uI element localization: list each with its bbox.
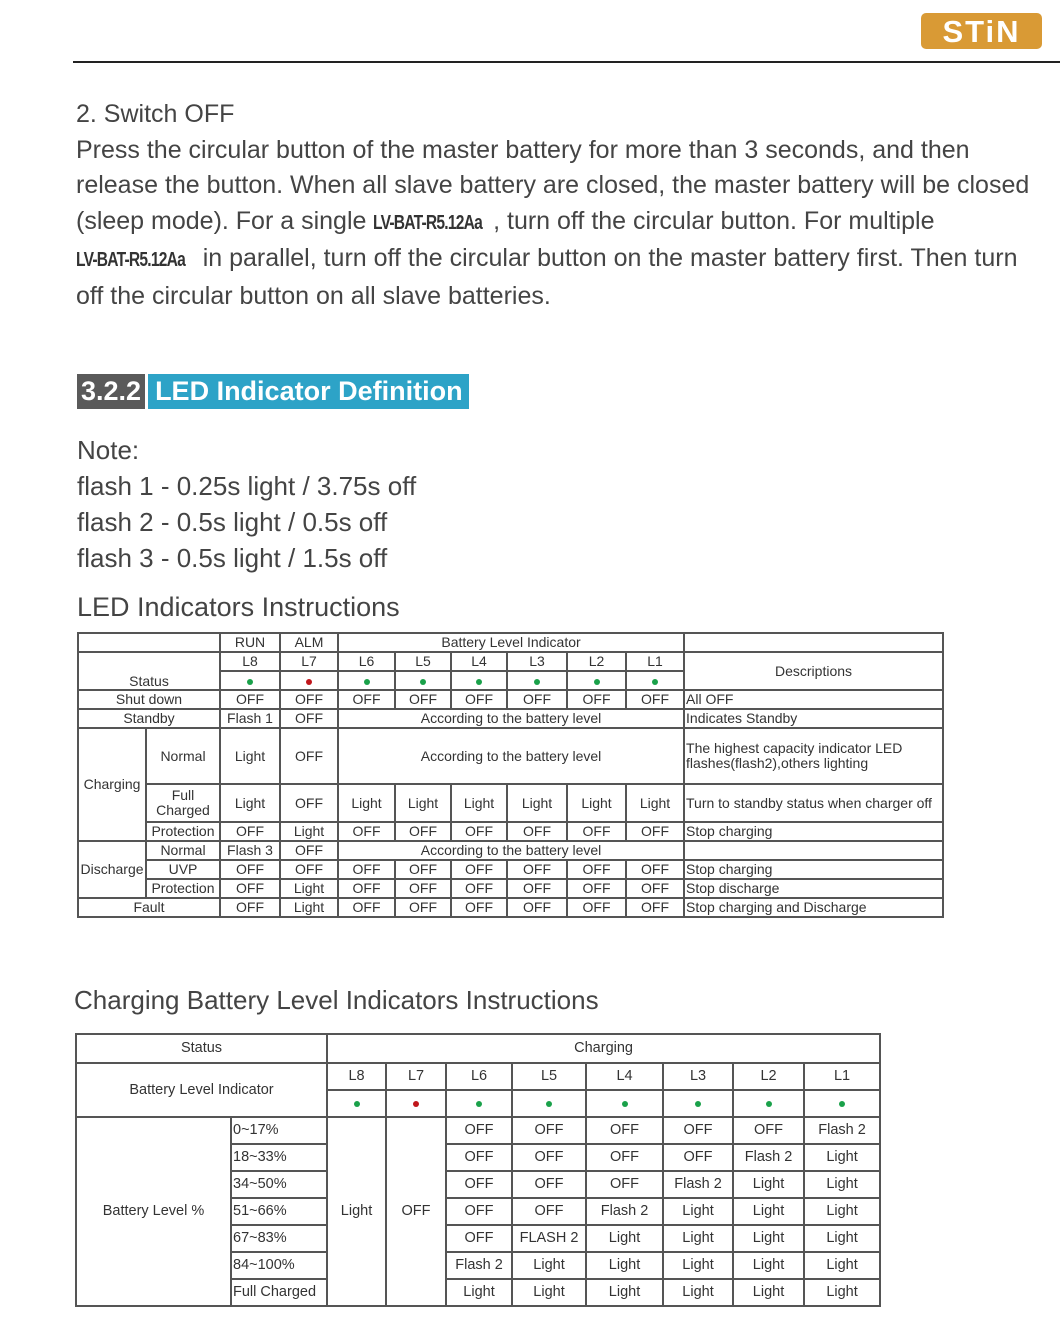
table-row	[78, 728, 943, 784]
table-cell: Stop charging and Discharge	[684, 898, 943, 917]
table-cell: OFF	[338, 879, 395, 898]
level-cell: OFF	[663, 1117, 733, 1144]
table-cell: Standby	[78, 709, 220, 728]
table-cell: OFF	[507, 822, 567, 841]
level-cell: OFF	[446, 1198, 512, 1225]
table-cell: OFF	[626, 860, 684, 879]
green-led-icon	[652, 679, 658, 685]
table-cell: OFF	[220, 860, 280, 879]
table-cell: Status	[76, 1034, 327, 1063]
level-cell: Light	[586, 1225, 663, 1252]
flash-note	[77, 432, 416, 576]
table-cell: According to the battery level	[338, 841, 684, 860]
table-cell	[446, 1090, 512, 1117]
table-cell: According to the battery level	[338, 728, 684, 784]
level-range: 34~50%	[231, 1171, 327, 1198]
table-cell: UVP	[146, 860, 220, 879]
green-led-icon	[534, 679, 540, 685]
level-range: 84~100%	[231, 1252, 327, 1279]
level-cell: OFF	[512, 1171, 586, 1198]
table-cell: L3	[507, 652, 567, 671]
table-cell	[512, 1090, 586, 1117]
table-row	[78, 898, 943, 917]
table-cell	[280, 671, 338, 690]
level-cell: Light	[804, 1198, 880, 1225]
level-cell: FLASH 2	[512, 1225, 586, 1252]
level-cell: Light	[733, 1171, 804, 1198]
note-label: Note:	[77, 435, 140, 465]
table-cell	[338, 671, 395, 690]
level-range: 67~83%	[231, 1225, 327, 1252]
table-cell: Protection	[146, 879, 220, 898]
table-cell: OFF	[626, 822, 684, 841]
table-cell: OFF	[567, 690, 626, 709]
table-cell: Light	[280, 898, 338, 917]
table-cell: OFF	[395, 822, 451, 841]
table-cell: Turn to standby status when charger off	[684, 784, 943, 822]
table-cell: L6	[338, 652, 395, 671]
table-cell: Light	[280, 879, 338, 898]
table-cell	[733, 1090, 804, 1117]
section-title: LED Indicator Definition	[148, 374, 469, 409]
table-cell: L5	[395, 652, 451, 671]
table-cell: L7	[386, 1063, 446, 1090]
logo-text: STiN	[942, 14, 1021, 49]
table-cell: L5	[512, 1063, 586, 1090]
table-cell: Light	[395, 784, 451, 822]
table-cell	[386, 1090, 446, 1117]
table-cell: L1	[804, 1063, 880, 1090]
level-cell: Light	[804, 1144, 880, 1171]
level-cell: OFF	[446, 1171, 512, 1198]
table-cell: OFF	[567, 879, 626, 898]
table-cell: L6	[446, 1063, 512, 1090]
table-cell: OFF	[567, 822, 626, 841]
table-cell: OFF	[280, 728, 338, 784]
table-cell	[451, 671, 507, 690]
table-cell: OFF	[507, 898, 567, 917]
table-cell: OFF	[220, 822, 280, 841]
table-cell: OFF	[395, 860, 451, 879]
green-led-icon	[695, 1101, 701, 1107]
level-cell: Flash 2	[804, 1117, 880, 1144]
table-cell: OFF	[395, 879, 451, 898]
level-range: 51~66%	[231, 1198, 327, 1225]
table-cell	[220, 671, 280, 690]
table-row	[78, 784, 943, 822]
level-cell: OFF	[446, 1117, 512, 1144]
l7-value: OFF	[386, 1117, 446, 1306]
switch-off-text	[76, 133, 1036, 315]
table-row	[78, 841, 943, 860]
table-cell: OFF	[395, 898, 451, 917]
table-cell: Normal	[146, 728, 220, 784]
level-range: 0~17%	[231, 1117, 327, 1144]
table-cell	[626, 671, 684, 690]
level-cell: Flash 2	[586, 1198, 663, 1225]
table-cell: OFF	[338, 690, 395, 709]
led-table-title: LED Indicators Instructions	[77, 592, 400, 622]
table-cell: Normal	[146, 841, 220, 860]
table-cell	[507, 671, 567, 690]
level-cell: OFF	[446, 1144, 512, 1171]
table-cell: OFF	[451, 879, 507, 898]
level-cell: Flash 2	[663, 1171, 733, 1198]
table-row	[78, 879, 943, 898]
level-cell: Light	[733, 1225, 804, 1252]
table-cell: OFF	[507, 879, 567, 898]
level-cell: OFF	[586, 1144, 663, 1171]
level-cell: Light	[512, 1252, 586, 1279]
switch-off-heading: 2. Switch OFF	[76, 100, 235, 128]
table-cell: Charging	[78, 728, 146, 841]
table-cell: Light	[280, 822, 338, 841]
charging-level-table	[75, 1033, 881, 1307]
table-cell: Light	[626, 784, 684, 822]
level-cell: Flash 2	[446, 1252, 512, 1279]
table-row	[78, 709, 943, 728]
table-cell: OFF	[220, 879, 280, 898]
level-cell: Light	[586, 1252, 663, 1279]
table-cell	[327, 1090, 386, 1117]
level-cell: Light	[663, 1198, 733, 1225]
table-cell: Charging	[327, 1034, 880, 1063]
table-cell: OFF	[507, 860, 567, 879]
table-cell: Protection	[146, 822, 220, 841]
green-led-icon	[476, 1101, 482, 1107]
level-cell: OFF	[586, 1171, 663, 1198]
table-cell: Shut down	[78, 690, 220, 709]
green-led-icon	[247, 679, 253, 685]
table-cell: OFF	[451, 898, 507, 917]
led-indicator-table	[77, 632, 944, 918]
level-cell: OFF	[512, 1117, 586, 1144]
table-cell	[78, 633, 220, 652]
note-line: flash 3 - 0.5s light / 1.5s off	[77, 543, 388, 573]
table-cell: OFF	[507, 690, 567, 709]
table-cell: Full Charged	[146, 784, 220, 822]
green-led-icon	[839, 1101, 845, 1107]
level-cell: Light	[663, 1279, 733, 1306]
table-cell: OFF	[280, 784, 338, 822]
table-cell: OFF	[567, 860, 626, 879]
green-led-icon	[364, 679, 370, 685]
section-number: 3.2.2	[77, 374, 145, 409]
table-row	[78, 822, 943, 841]
table-cell: OFF	[451, 860, 507, 879]
battery-level-label: Battery Level %	[76, 1117, 231, 1306]
table-cell: OFF	[338, 860, 395, 879]
table-cell: ALM	[280, 633, 338, 652]
table-cell: OFF	[451, 822, 507, 841]
l8-value: Light	[327, 1117, 386, 1306]
level-cell: Light	[663, 1252, 733, 1279]
table-cell: RUN	[220, 633, 280, 652]
header-rule	[73, 61, 1060, 63]
table-cell: Light	[451, 784, 507, 822]
table-cell: OFF	[280, 690, 338, 709]
level-cell: Light	[733, 1279, 804, 1306]
table-cell: L2	[567, 652, 626, 671]
green-led-icon	[476, 679, 482, 685]
table-cell: Light	[507, 784, 567, 822]
green-led-icon	[766, 1101, 772, 1107]
table-cell: Light	[220, 784, 280, 822]
green-led-icon	[546, 1101, 552, 1107]
table-row	[78, 690, 943, 709]
table-cell	[663, 1090, 733, 1117]
text-run: , turn off the circular button. For multiple	[493, 206, 935, 235]
text-run: Press the circular button of the master battery for more than 3 seconds, and then release the button. When all slave battery are closed, the master battery will be closed (sleep mode). For a single	[76, 135, 1030, 235]
table-cell: L8	[327, 1063, 386, 1090]
table-cell: OFF	[395, 690, 451, 709]
red-led-icon	[413, 1101, 419, 1107]
table-cell: L4	[586, 1063, 663, 1090]
table-cell: Fault	[78, 898, 220, 917]
table-cell: All OFF	[684, 690, 943, 709]
table-cell: OFF	[220, 690, 280, 709]
level-cell: Light	[804, 1171, 880, 1198]
table-cell: According to the battery level	[338, 709, 684, 728]
level-cell: Flash 2	[733, 1144, 804, 1171]
table-cell: Stop charging	[684, 822, 943, 841]
table-cell: OFF	[280, 860, 338, 879]
section-heading	[77, 374, 469, 409]
table-cell: OFF	[280, 841, 338, 860]
level-cell: Light	[512, 1279, 586, 1306]
table-cell: Discharge	[78, 841, 146, 898]
table-cell: OFF	[567, 898, 626, 917]
table-cell	[395, 671, 451, 690]
table-cell: Indicates Standby	[684, 709, 943, 728]
level-cell: Light	[663, 1225, 733, 1252]
level-cell: OFF	[512, 1144, 586, 1171]
level-cell: Light	[586, 1279, 663, 1306]
table-cell: L2	[733, 1063, 804, 1090]
table-row	[78, 860, 943, 879]
table-cell: OFF	[280, 709, 338, 728]
level-range: Full Charged	[231, 1279, 327, 1306]
level-cell: Light	[804, 1225, 880, 1252]
table-cell: OFF	[451, 690, 507, 709]
note-line: flash 1 - 0.25s light / 3.75s off	[77, 471, 417, 501]
red-led-icon	[306, 679, 312, 685]
level-cell: OFF	[733, 1117, 804, 1144]
table-cell: Descriptions	[684, 652, 943, 690]
level-cell: OFF	[446, 1225, 512, 1252]
table-cell: OFF	[626, 879, 684, 898]
table-cell: L1	[626, 652, 684, 671]
table-cell	[567, 671, 626, 690]
table-row	[76, 1117, 880, 1144]
level-cell: Light	[733, 1198, 804, 1225]
table-cell: Stop discharge	[684, 879, 943, 898]
green-led-icon	[420, 679, 426, 685]
table-cell: Light	[567, 784, 626, 822]
table-cell: L3	[663, 1063, 733, 1090]
table-cell: Light	[220, 728, 280, 784]
table-cell: L8	[220, 652, 280, 671]
stin-logo	[920, 12, 1043, 50]
table-cell: Flash 3	[220, 841, 280, 860]
note-line: flash 2 - 0.5s light / 0.5s off	[77, 507, 388, 537]
table-cell	[684, 841, 943, 860]
level-cell: Light	[733, 1252, 804, 1279]
table-cell	[684, 633, 943, 652]
table-cell: OFF	[626, 898, 684, 917]
table-cell: Status	[78, 652, 220, 690]
green-led-icon	[594, 679, 600, 685]
table-cell: OFF	[338, 898, 395, 917]
level-cell: Light	[446, 1279, 512, 1306]
table-cell	[586, 1090, 663, 1117]
switch-off-section	[76, 97, 1036, 314]
level-cell: Light	[804, 1252, 880, 1279]
level-cell: Light	[804, 1279, 880, 1306]
level-cell: OFF	[586, 1117, 663, 1144]
charge-table-title: Charging Battery Level Indicators Instructions	[74, 985, 599, 1015]
text-run: LV-BAT-R5.12Aa	[76, 249, 186, 271]
table-cell	[804, 1090, 880, 1117]
level-cell: OFF	[512, 1198, 586, 1225]
table-cell: Battery Level Indicator	[338, 633, 684, 652]
table-cell: L4	[451, 652, 507, 671]
text-run: LV-BAT-R5.12Aa	[373, 211, 483, 234]
level-cell: OFF	[663, 1144, 733, 1171]
table-cell: Battery Level Indicator	[76, 1063, 327, 1117]
green-led-icon	[622, 1101, 628, 1107]
level-range: 18~33%	[231, 1144, 327, 1171]
table-cell: OFF	[220, 898, 280, 917]
text-run: in parallel, turn off the circular button on the master battery first. Then turn off the circular button on all slave batteries.	[76, 244, 1018, 310]
table-cell: OFF	[626, 690, 684, 709]
table-cell: Stop charging	[684, 860, 943, 879]
table-cell: OFF	[338, 822, 395, 841]
table-cell: The highest capacity indicator LED flashes(flash2),others lighting	[684, 728, 943, 784]
table-cell: Flash 1	[220, 709, 280, 728]
table-cell: Light	[338, 784, 395, 822]
table-cell: L7	[280, 652, 338, 671]
green-led-icon	[354, 1101, 360, 1107]
